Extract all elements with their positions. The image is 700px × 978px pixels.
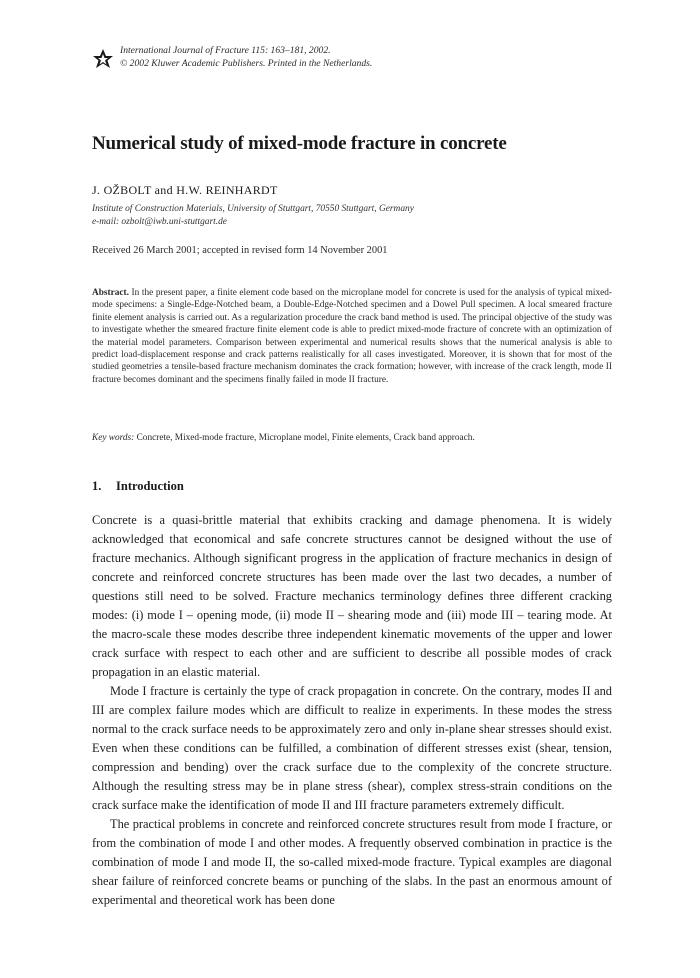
paragraph: Mode I fracture is certainly the type of crack propagation in concrete. On the contrary, modes II and III are complex failure modes which are difficult to realize in experiments. In these modes the stress normal to the crack surface needs to be approximately zero and only in-plane shear stresses should exist. Even when these conditions can be fulfilled, a combination of different stresses exist (shear, tension, compression and bending) over the crack surface due to the complexity of the concrete structure. Although the resulting stress may be in plane stress (shear), complex stress-strain conditions on the crack surface make the identification of mode II and III fracture parameters extremely difficult.: [92, 684, 612, 812]
abstract: [92, 287, 612, 386]
journal-header: [92, 44, 512, 70]
journal-copyright: © 2002 Kluwer Academic Publishers. Printed in the Netherlands.: [120, 58, 373, 69]
abstract-label: Abstract.: [92, 288, 129, 298]
journal-citation: International Journal of Fracture 115: 163–181, 2002.: [120, 45, 331, 56]
paragraph: Concrete is a quasi-brittle material that exhibits cracking and damage phenomena. It is widely acknowledged that economical and safe concrete structures cannot be designed without the use of fracture mechanics. Although significant progress in the application of fracture mechanics in design of concrete and reinforced concrete structures has been made over the last two decades, a number of questions still need to be solved. Fracture mechanics terminology defines three different cracking modes: (i) mode I – opening mode, (ii) mode II – shearing mode and (iii) mode III – tearing mode. At the macro-scale these modes describe three independent kinematic movements of the upper and lower crack surface with respect to each other and are sufficient to describe all possible modes of crack propagation in an elastic material.: [92, 513, 612, 679]
keywords-label: Key words:: [92, 433, 135, 443]
section-number: 1.: [92, 479, 102, 493]
body-text: [92, 511, 612, 910]
publisher-logo-icon: [92, 48, 114, 70]
keywords-text: Concrete, Mixed-mode fracture, Microplane model, Finite elements, Crack band approach.: [136, 433, 475, 443]
abstract-text: In the present paper, a finite element code based on the microplane model for concrete is used for the analysis of typical mixed-mode specimens: a Single-Edge-Notched beam, a Double-Edge-Notched specimen and a Dowel Pull specimen. A local smeared fracture finite element analysis is carried out. As a regularization procedure the crack band method is used. The principal objective of the study was to investigate whether the smeared fracture finite element code is able to predict mixed-mode fracture of concrete with an optimization of the material model parameters. Comparison between experimental and numerical results shows that the numerical analysis is able to predict load-displacement response and crack patterns realistically for all cases investigated. Moreover, it is shown that for most of the studied geometries a tensile-based fracture mechanism dominates the crack formation; however, with increase of the crack length, mode II fracture becomes dominant and the specimens finally failed in mode II fracture.: [92, 288, 612, 385]
received-dates: Received 26 March 2001; accepted in revised form 14 November 2001: [92, 245, 388, 256]
keywords: [92, 432, 612, 444]
paragraph: The practical problems in concrete and reinforced concrete structures result from mode I fracture, or from the combination of mode I and other modes. A frequently observed combination in practice is the combination of mode I and mode II, the so-called mixed-mode fracture. Typical examples are diagonal shear failure of reinforced concrete beams or punching of the slabs. In the past an enormous amount of experimental and theoretical work has been done: [92, 817, 612, 907]
affiliation-address: Institute of Construction Materials, University of Stuttgart, 70550 Stuttgart, Germany: [92, 204, 414, 214]
affiliation: [92, 203, 612, 228]
paper-title: Numerical study of mixed-mode fracture in concrete: [92, 133, 507, 154]
section-heading: [92, 479, 184, 494]
author-email: e-mail: ozbolt@iwb.uni-stuttgart.de: [92, 216, 227, 227]
section-title: Introduction: [116, 479, 184, 493]
authors: J. OŽBOLT and H.W. REINHARDT: [92, 183, 278, 197]
